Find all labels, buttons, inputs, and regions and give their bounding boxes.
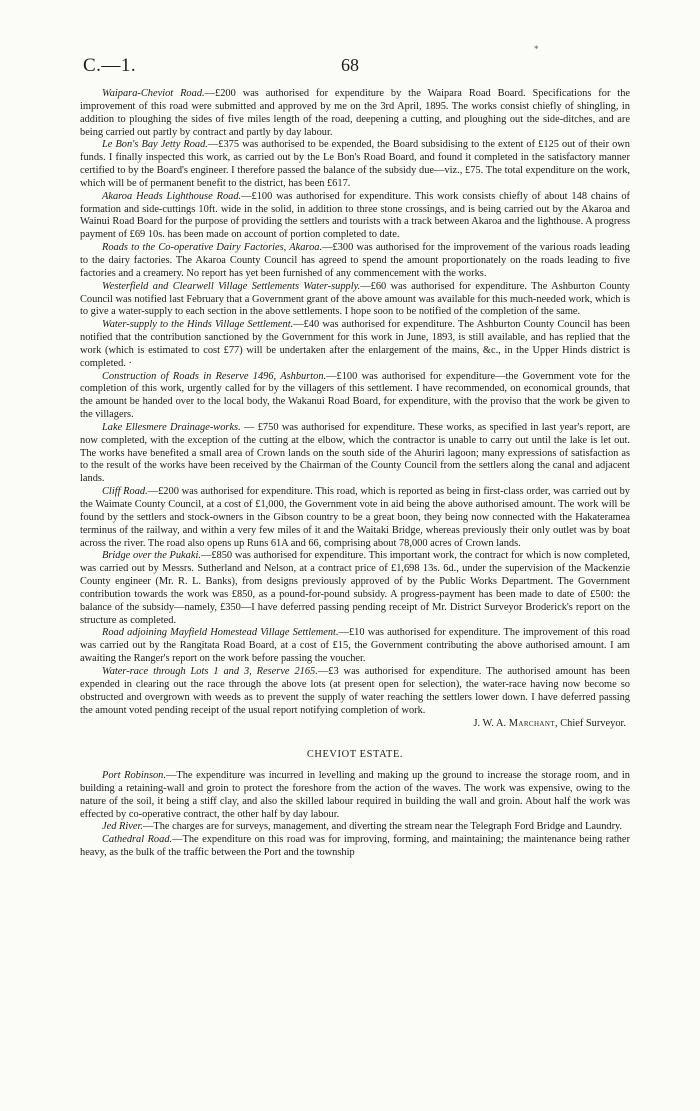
paragraph-title: Road adjoining Mayfield Homestead Village Settlement. xyxy=(102,627,339,639)
paragraph-pukaki-bridge xyxy=(80,550,630,627)
paragraph-title: Construction of Roads in Reserve 1496, Ashburton. xyxy=(102,370,327,382)
paragraph-title: Bridge over the Pukaki. xyxy=(102,550,201,562)
paragraph-text: —£60 was authorised for expenditure. The Ashburton County Council was notified last February that a Government grant of the above amount was available for this much-needed work, which is to give a water-supply to each section in the above settlements. I hope soon to be notified of the completion of the same. xyxy=(80,280,630,318)
paragraph-title: Akaroa Heads Lighthouse Road. xyxy=(102,190,242,202)
paragraph-title: Port Robinson. xyxy=(102,770,166,782)
paragraph-text: —£3 was authorised for expenditure. The authorised amount has been expended in clearing out the race through the above lots (at present open for selection), the water-race having now become so obstructed and overgrown with weeds as to prevent the supply of water reaching the settlers lower down. I have deferred passing the amount voted pending receipt of the usual report notifying completion of work. xyxy=(80,665,630,716)
paragraph-text: —£200 was authorised for expenditure by the Waipara Road Board. Specifications for the improvement of this road were submitted and approved by me on the 3rd April, 1895. The works consist chiefly of shingling, in addition to ploughing the sides of five miles length of the road, deepening a cutting, and ploughing out the side-ditches, and are being carried out partly by contract and partly by day labour. xyxy=(80,88,630,138)
paragraph-cliff-road xyxy=(80,486,630,550)
paragraph-akaroa-heads xyxy=(80,191,630,242)
paragraph-cathedral-road xyxy=(80,834,630,860)
paragraph-text: —£850 was authorised for expenditure. This important work, the contract for which is now completed, was carried out by Messrs. Sutherland and Nelson, at a contract price of £1,698 13s. 6d., under the supervision of the Mackenzie County engineer (Mr. R. L. Banks), from designs previously approved of by the Public Works Department. The Government contribution towards the work was £850, as a pound-for-pound subsidy. A progress-payment has been made to date of £500: the balance of the subsidy—namely, £350—I have deferred passing pending receipt of Mr. District Surveyor Broderick's report on the structure as completed. xyxy=(80,550,630,626)
paragraph-text: — £750 was authorised for expenditure. These works, as specified in last year's report, are now completed, with the exception of the cutting at the elbow, which the contractor is unable to carry out until the lake is let out. The works have benefited a small area of Crown lands on the south side of the Ahuriri lagoon; many expressions of satisfaction as to the result of the works have been received by the Chairman of the County Council from the settlers along the canal and adjacent lands. xyxy=(80,421,630,485)
paragraph-port-robinson xyxy=(80,770,630,821)
paragraph-text: —The expenditure was incurred in levelling and making up the ground to increase the storage room, and in building a retaining-wall and groin to protect the foreshore from the action of the waves. The work was expensive, owing to the nature of the soil, it being a stiff clay, and also the skilled labour required in building the wall and groin. About half the work was effected by co-operative contract, the other half by day labour. xyxy=(80,770,630,820)
paragraph-title: Jed River. xyxy=(102,821,143,833)
signature xyxy=(80,718,630,731)
paragraph-reserve-1496 xyxy=(80,371,630,422)
signature-title: , Chief Surveyor. xyxy=(555,718,626,730)
signature-initials: J. W. A. xyxy=(473,718,509,730)
paragraph-waipara-cheviot xyxy=(80,88,630,139)
paragraph-mayfield xyxy=(80,627,630,666)
report-reference: C.—1. xyxy=(83,55,137,76)
paragraph-text: —£300 was authorised for the improvement of the various roads leading to the dairy factories. The Akaroa County Council has agreed to spend the amount proportionately on the roads leading to five factories and a creamery. No report has yet been furnished of any commencement with the works. xyxy=(80,242,630,279)
paragraph-title: Roads to the Co-operative Dairy Factories, Akaroa. xyxy=(102,242,323,254)
report-body xyxy=(80,88,630,860)
paragraph-text: —The charges are for surveys, management, and diverting the stream near the Telegraph Ford Bridge and Laundry. xyxy=(142,821,623,833)
paragraph-text: —£375 was authorised to be expended, the Board subsidising to the extent of £125 out of their own funds. I finally inspected this work, as carried out by the Le Bon's Road Board, and found it completed in the satisfactory manner certified to by the Board's engineer. I therefore passed the balance of the subsidy due—viz., £75. The total expenditure on the work, which will be of permanent benefit to the district, has been £617. xyxy=(80,139,630,189)
signature-surname: Marchant xyxy=(508,718,555,730)
paragraph-title: Water-supply to the Hinds Village Settlement. xyxy=(102,319,294,331)
paragraph-title: Cliff Road. xyxy=(102,486,148,498)
paragraph-text: —£200 was authorised for expenditure. This road, which is reported as being in first-class order, was carried out by the Waimate County Council, at a cost of £1,000, the Government vote in aid being the above authorised amount. The work will be found by the settlers and stock-owners in the Gibson country to be a great boon, they being now connected with the Hakateramea terminus of the railway, and within a very few miles of it and the Waitaki Bridge, whereas previously their only outlet was by boat across the river. The road also opens up Runs 61A and 66, comprising about 78,000 acres of Crown lands. xyxy=(80,486,631,549)
section-heading: CHEVIOT ESTATE. xyxy=(306,749,404,761)
paragraph-westerfield xyxy=(80,281,630,320)
paragraph-title: Westerfield and Clearwell Village Settlements Water-supply. xyxy=(102,280,361,292)
paragraph-text: —£10 was authorised for expenditure. The improvement of this road was carried out by the Rangitata Road Board, at a cost of £15, the Government contributing the above authorised amount. I am awaiting the Ranger's report on the work before passing the voucher. xyxy=(80,627,630,665)
paragraph-hinds xyxy=(80,319,630,370)
paragraph-le-bons-bay xyxy=(80,139,630,190)
paragraph-lake-ellesmere xyxy=(80,422,630,486)
paragraph-text: —£100 was authorised for expenditure—the Government vote for the completion of this work, urgently called for by the villagers of this settlement. I have recommended, on economical grounds, that the amount be handed over to the local body, the Wakanui Road Board, for expenditure, with the proviso that the work be given to the villagers. xyxy=(80,370,630,421)
paragraph-title: Le Bon's Bay Jetty Road. xyxy=(102,139,208,151)
page-mark: * xyxy=(534,44,539,54)
paragraph-dairy-factories xyxy=(80,242,630,281)
paragraph-title: Water-race through Lots 1 and 3, Reserve 2165. xyxy=(102,665,318,677)
paragraph-water-race xyxy=(80,666,630,717)
paragraph-text: —£100 was authorised for expenditure. This work consists chiefly of about 148 chains of formation and side-cuttings 10ft. wide in the solid, in addition to three stone crossings, and is being carried out by the Akaroa and Wainui Road Board for the purpose of providing the settlers and tourists with a track between Akaroa and the lighthouse. A progress payment of £69 10s. has been made on account of portion completed to date. xyxy=(80,190,630,241)
paragraph-text: —£40 was authorised for expenditure. The Ashburton County Council has been notified that the contribution sanctioned by the Government for this work in June, 1893, is still available, and has replied that the work (which is estimated to cost £77) will be undertaken after the enlargement of the mains, &c., in the Upper Hinds district is completed. · xyxy=(80,319,630,369)
paragraph-title: Lake Ellesmere Drainage-works. xyxy=(102,421,241,433)
page-number: 68 xyxy=(341,55,359,75)
paragraph-jed-river xyxy=(80,821,630,834)
paragraph-title: Cathedral Road. xyxy=(102,834,173,846)
paragraph-text: —The expenditure on this road was for improving, forming, and maintaining; the maintenance being rather heavy, as the bulk of the traffic between the Port and the township xyxy=(80,834,631,859)
paragraph-title: Waipara-Cheviot Road. xyxy=(102,88,205,99)
